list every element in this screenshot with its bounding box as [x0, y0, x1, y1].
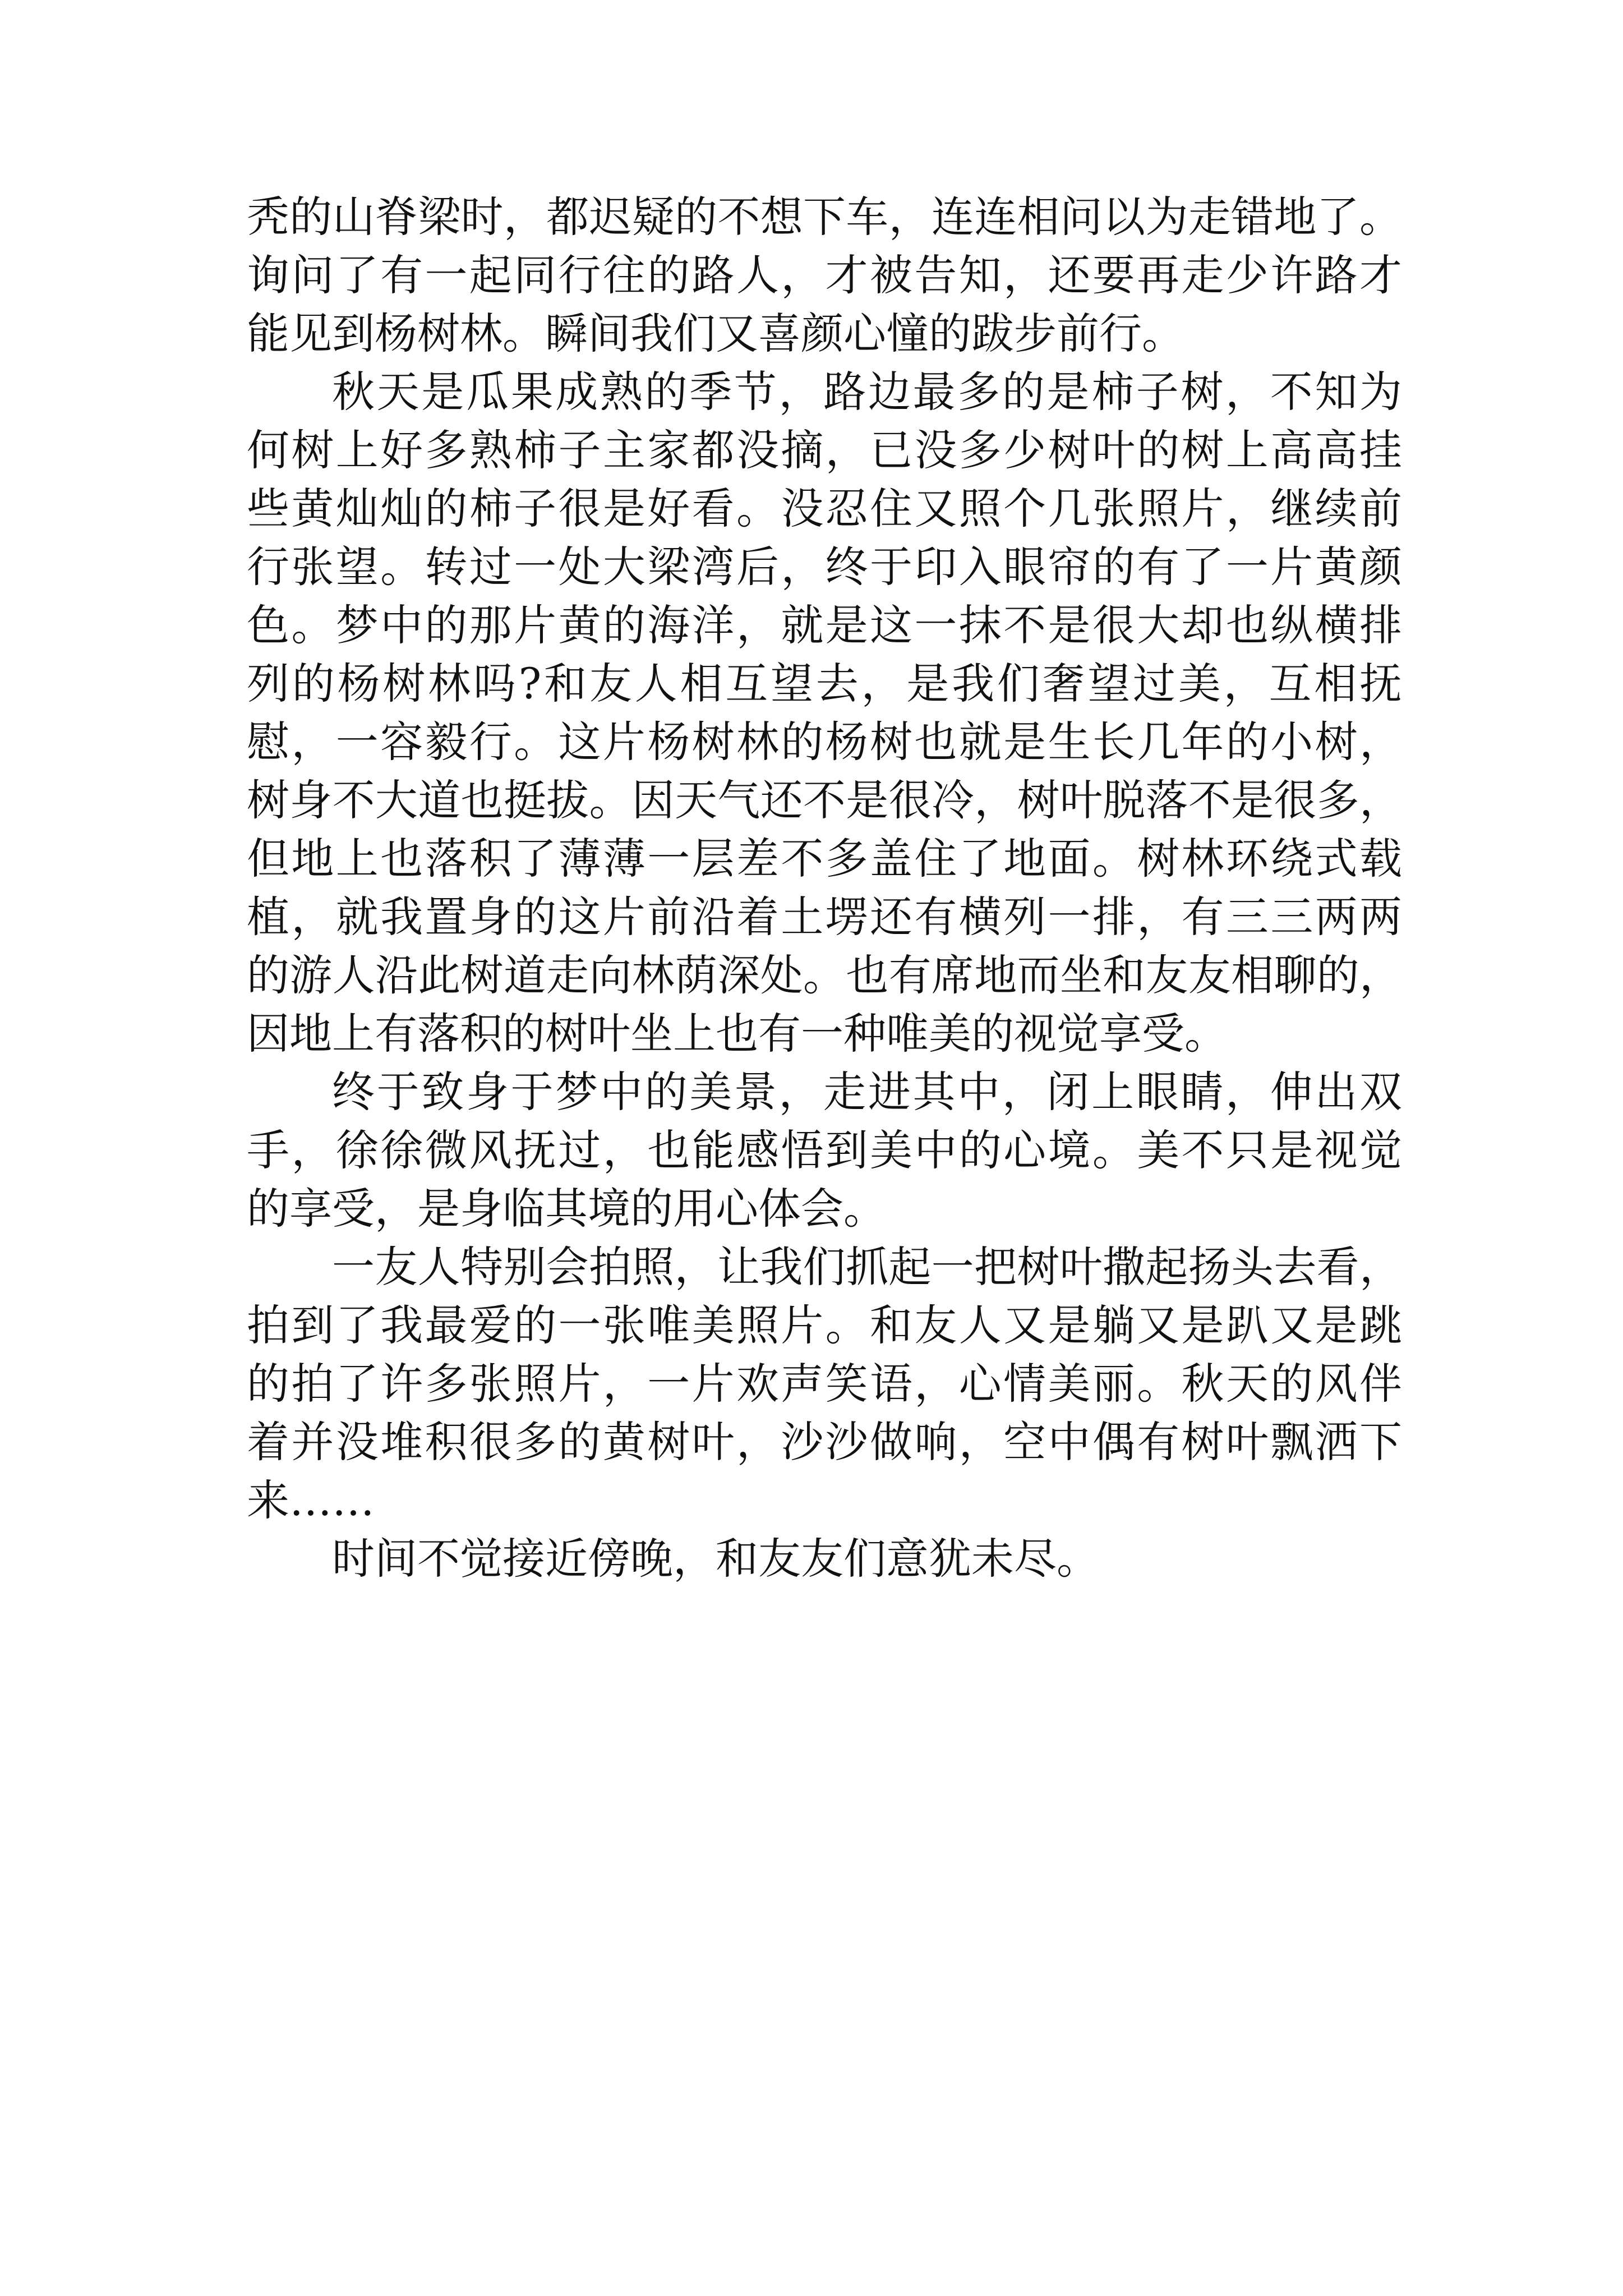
text-line: 秃的山脊梁时，都迟疑的不想下车，连连相问以为走错地了。 — [247, 192, 1402, 242]
text-line: 的游人沿此树道走向林荫深处。也有席地而坐和友友相聊的， — [247, 950, 1402, 1000]
paragraph-first-line: 秋天是瓜果成熟的季节，路边最多的是柿子树，不知为 — [332, 367, 1402, 417]
text-line: 拍到了我最爱的一张唯美照片。和友人又是躺又是趴又是跳 — [247, 1300, 1402, 1350]
text-line: 的享受，是身临其境的用心体会。 — [247, 1184, 886, 1234]
text-line: 慰，一容毅行。这片杨树林的杨树也就是生长几年的小树， — [247, 717, 1402, 767]
text-line: 着并没堆积很多的黄树叶，沙沙做响，空中偶有树叶飘洒下 — [247, 1417, 1402, 1467]
text-line: 能见到杨树林。瞬间我们又喜颜心憧的跋步前行。 — [247, 309, 1184, 358]
text-line: 行张望。转过一处大梁湾后，终于印入眼帘的有了一片黄颜 — [247, 542, 1402, 592]
paragraph-first-line: 终于致身于梦中的美景，走进其中，闭上眼睛，伸出双 — [332, 1067, 1402, 1117]
text-line: 树身不大道也挺拔。因天气还不是很冷，树叶脱落不是很多， — [247, 775, 1402, 825]
text-line: 手，徐徐微风抚过，也能感悟到美中的心境。美不只是视觉 — [247, 1125, 1402, 1175]
text-line: 植，就我置身的这片前沿着土塄还有横列一排，有三三两两 — [247, 892, 1402, 942]
text-line: 但地上也落积了薄薄一层差不多盖住了地面。树林环绕式载 — [247, 834, 1402, 884]
text-line: 列的杨树林吗?和友人相互望去，是我们奢望过美，互相抚 — [247, 659, 1402, 708]
text-line: 因地上有落积的树叶坐上也有一种唯美的视觉享受。 — [247, 1009, 1227, 1059]
paragraph-first-line: 时间不觉接近傍晚，和友友们意犹未尽。 — [332, 1534, 1099, 1584]
body-text — [247, 188, 1402, 1588]
paragraph-first-line: 一友人特别会拍照，让我们抓起一把树叶撒起扬头去看， — [332, 1242, 1402, 1292]
text-line: 些黄灿灿的柿子很是好看。没忍住又照个几张照片，继续前 — [247, 484, 1402, 533]
text-line: 的拍了许多张照片，一片欢声笑语，心情美丽。秋天的风伴 — [247, 1359, 1402, 1409]
text-line: 询问了有一起同行往的路人，才被告知，还要再走少许路才 — [247, 250, 1402, 300]
text-line: 何树上好多熟柿子主家都没摘，已没多少树叶的树上高高挂 — [247, 425, 1402, 475]
text-line: 色。梦中的那片黄的海洋，就是这一抹不是很大却也纵横排 — [247, 600, 1402, 650]
text-line: 来…… — [247, 1475, 375, 1525]
